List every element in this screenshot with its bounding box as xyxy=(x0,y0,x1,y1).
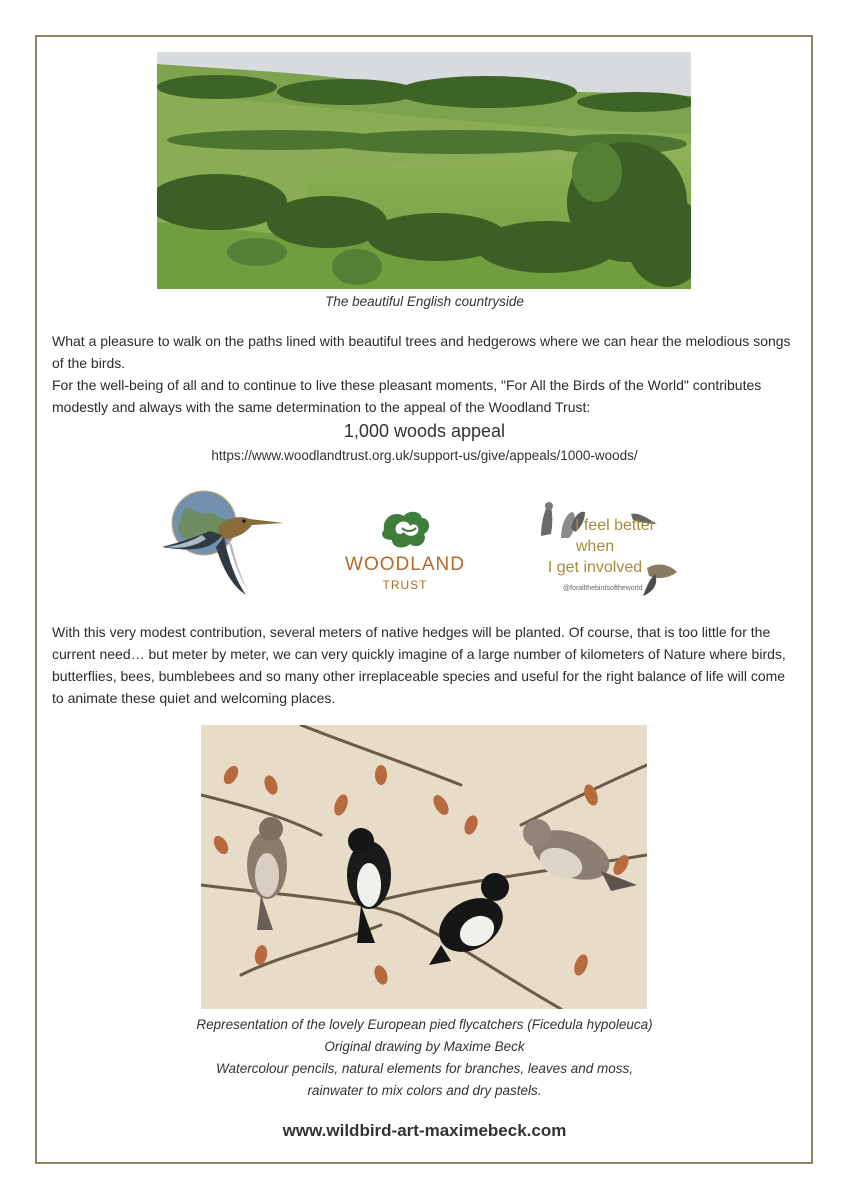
appeal-title: 1,000 woods appeal xyxy=(343,421,506,441)
intro-line-2: For the well-being of all and to continue to live these pleasant moments, "For All the Birds of the World" contributes modestly and always with the same determination to the appeal of the Woodland Trust: xyxy=(52,377,762,415)
appeal-url[interactable]: https://www.woodlandtrust.org.uk/support-us/give/appeals/1000-woods/ xyxy=(211,448,638,463)
body-paragraph: With this very modest contribution, several meters of native hedges will be planted. Of course, that is too little for the current need… but meter by meter, we can very quickly imagine of a large number of kilometers of Nature where birds, butterflies, bees, bumblebees and so many other irreplaceable species and useful for the right balance of life will come to animate these quiet and welcoming places. xyxy=(52,624,786,706)
birds-of-world-logo xyxy=(158,487,288,599)
photo-caption: The beautiful English countryside xyxy=(325,294,524,309)
woodland-trust-name: WOODLAND xyxy=(345,554,465,575)
woodland-trust-sub: TRUST xyxy=(382,578,428,592)
woodland-trust-leaf-icon xyxy=(378,508,434,552)
website-link[interactable]: www.wildbird-art-maximebeck.com xyxy=(282,1121,567,1140)
painting-caption-line-3: Watercolour pencils, natural elements for branches, leaves and moss, xyxy=(216,1061,633,1076)
feel-better-line-2: when xyxy=(575,538,615,555)
painting-caption-line-4: rainwater to mix colors and dry pastels. xyxy=(307,1083,542,1098)
countryside-photo xyxy=(157,52,691,289)
feel-better-line-1: I feel better xyxy=(574,517,656,534)
intro-line-1: What a pleasure to walk on the paths lined with beautiful trees and hedgerows where we can hear the melodious songs of the birds. xyxy=(52,333,791,371)
intro-paragraph xyxy=(52,330,797,418)
flycatchers-painting xyxy=(201,725,647,1009)
painting-caption-line-1: Representation of the lovely European pied flycatchers (Ficedula hypoleuca) xyxy=(196,1017,653,1032)
feel-better-line-3: I get involved xyxy=(547,559,643,576)
feel-better-handle: @forallthebirdsoftheworld xyxy=(563,585,643,592)
painting-caption-line-2: Original drawing by Maxime Beck xyxy=(324,1039,525,1054)
